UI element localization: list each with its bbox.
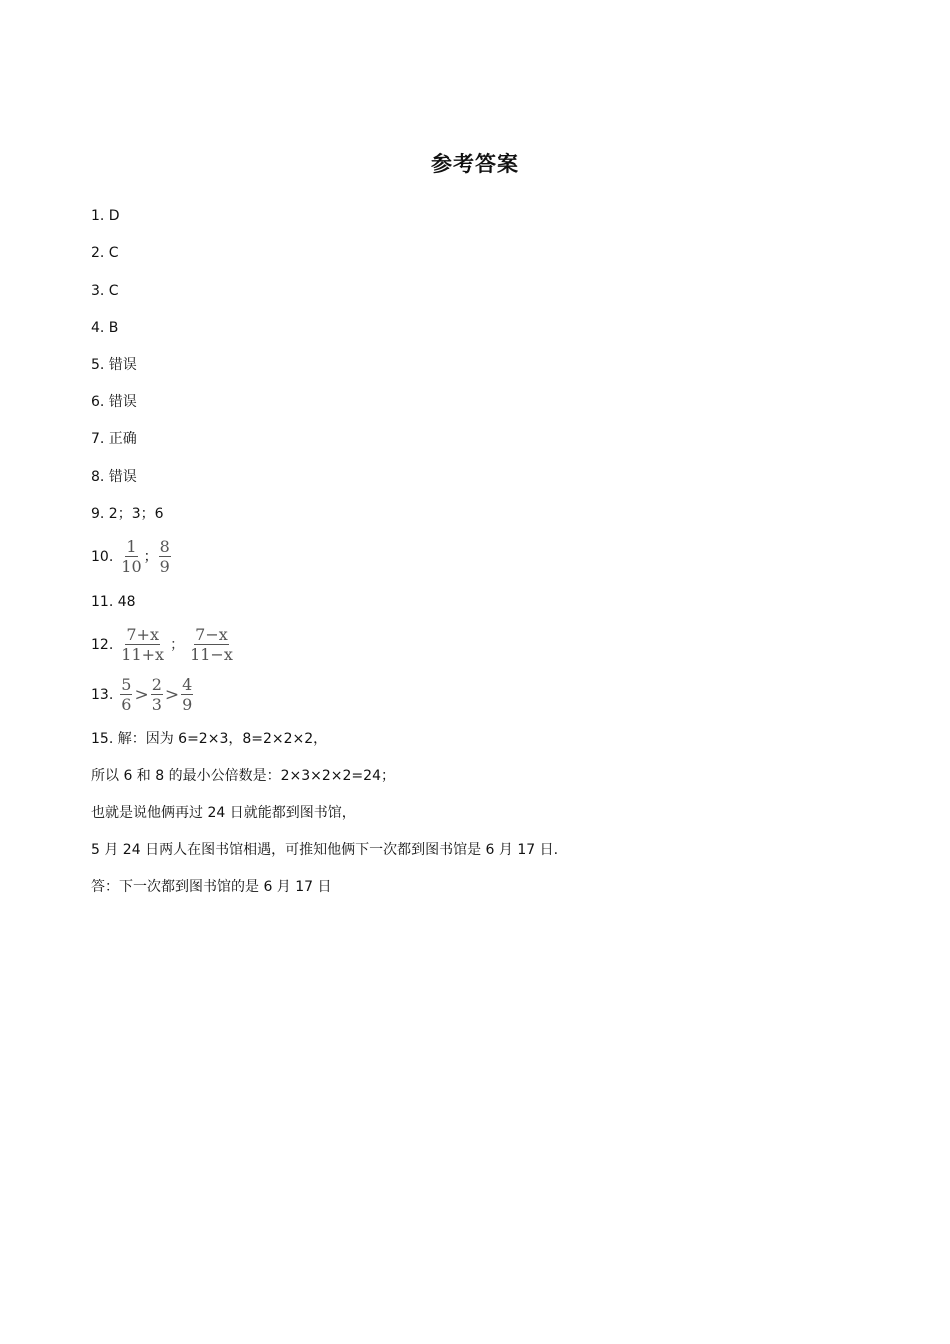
fraction	[181, 676, 193, 713]
answer-8: 8. 错误	[91, 469, 137, 485]
fraction-denominator: 10	[121, 557, 142, 576]
answer-4: 4. B	[91, 320, 119, 336]
separator: ；	[170, 636, 185, 653]
answer-2: 2. C	[91, 245, 119, 261]
fraction	[189, 626, 234, 663]
fraction-numerator: 2	[151, 675, 162, 694]
fraction-denominator: 9	[182, 695, 193, 714]
answer-13	[91, 676, 194, 713]
fraction-denominator: 6	[121, 695, 132, 714]
answer-15-line-2: 所以 6 和 8 的最小公倍数是：2×3×2×2=24；	[91, 768, 395, 784]
answer-10-number: 10.	[91, 548, 114, 565]
greater-than-sign: >	[134, 684, 149, 705]
answer-10	[91, 538, 172, 575]
answer-15-line-1: 15. 解：因为 6=2×3，8=2×2×2，	[91, 731, 328, 747]
answer-7: 7. 正确	[91, 431, 137, 447]
fraction-denominator: 11+x	[121, 645, 165, 664]
answer-6: 6. 错误	[91, 394, 137, 410]
fraction-numerator: 8	[159, 537, 170, 556]
answer-12	[91, 626, 235, 663]
fraction-numerator: 4	[182, 675, 193, 694]
answer-13-number: 13.	[91, 686, 114, 703]
fraction-numerator: 1	[126, 537, 137, 556]
fraction	[151, 676, 163, 713]
fraction	[159, 538, 171, 575]
answer-11: 11. 48	[91, 594, 136, 610]
answer-1: 1. D	[91, 208, 120, 224]
answer-15-line-4: 5 月 24 日两人在图书馆相遇，可推知他俩下一次都到图书馆是 6 月 17 日.	[91, 842, 559, 858]
answer-15-line-5: 答：下一次都到图书馆的是 6 月 17 日	[91, 879, 332, 895]
answer-5: 5. 错误	[91, 357, 137, 373]
fraction	[120, 538, 142, 575]
fraction-numerator: 7+x	[126, 625, 159, 644]
fraction	[120, 676, 132, 713]
fraction-denominator: 3	[151, 695, 162, 714]
answer-3: 3. C	[91, 283, 119, 299]
greater-than-sign: >	[164, 684, 180, 705]
fraction-denominator: 9	[159, 557, 170, 576]
separator: ；	[143, 548, 158, 565]
fraction-numerator: 5	[121, 675, 132, 694]
answer-15-line-3: 也就是说他俩再过 24 日就能都到图书馆，	[91, 805, 356, 821]
page-title: 参考答案	[431, 152, 519, 176]
fraction	[120, 626, 165, 663]
fraction-denominator: 11−x	[190, 645, 233, 664]
fraction-numerator: 7−x	[195, 625, 228, 644]
answer-12-number: 12.	[91, 636, 114, 653]
answer-9: 9. 2；3；6	[91, 506, 164, 522]
